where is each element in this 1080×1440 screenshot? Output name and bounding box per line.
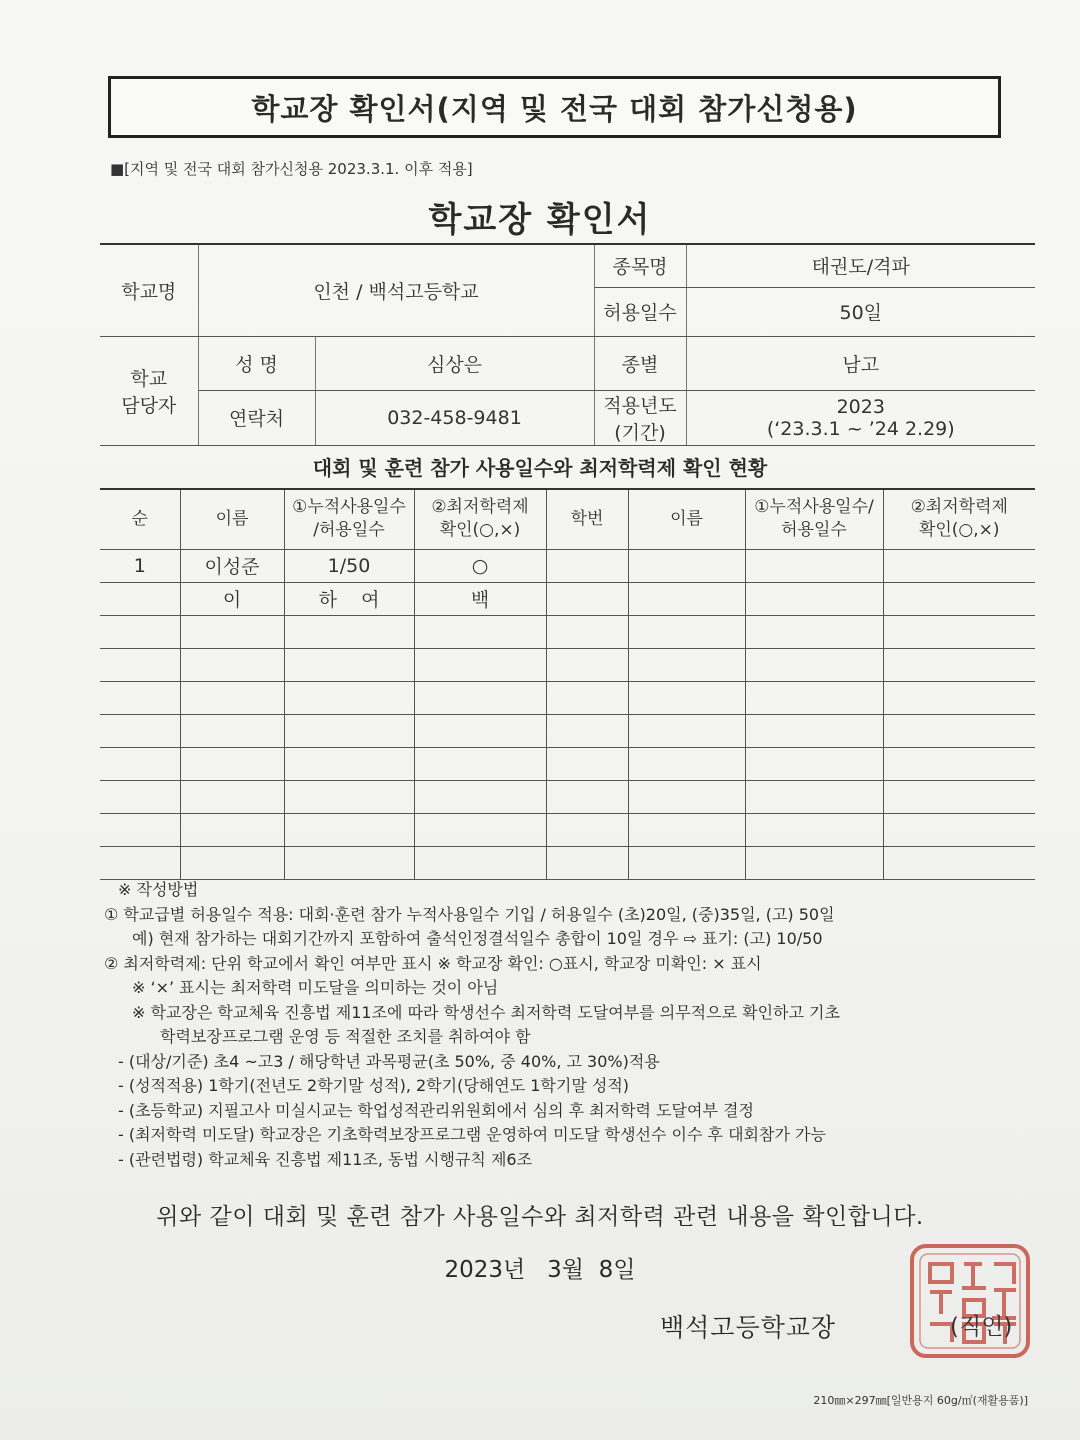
category-label: 종별 bbox=[594, 336, 686, 390]
row-no bbox=[100, 582, 180, 615]
table-row bbox=[100, 714, 1035, 747]
name-label: 성 명 bbox=[198, 336, 315, 390]
category-value: 남고 bbox=[686, 336, 1035, 390]
row-min-academic: 백 bbox=[414, 582, 546, 615]
info-table bbox=[100, 243, 1035, 446]
contact-group-label bbox=[100, 336, 198, 445]
header-student-no: 학번 bbox=[546, 489, 628, 549]
header-min-academic-line1: ②최저학력제 bbox=[431, 497, 529, 518]
empty-cell bbox=[883, 549, 1035, 582]
document-title-box bbox=[108, 76, 1001, 138]
phone-label: 연락처 bbox=[198, 390, 315, 445]
allowed-days-label: 허용일수 bbox=[594, 287, 686, 336]
header-cumulative-line2: /허용일수 bbox=[313, 520, 385, 541]
header-no: 순 bbox=[100, 489, 180, 549]
empty-cell bbox=[628, 582, 745, 615]
instruction-line: ※ 학교장은 학교체육 진흥법 제11조에 따라 학생선수 최저학력 도달여부를 의무적으로 확인하고 기초 bbox=[132, 1002, 840, 1022]
table-row bbox=[100, 813, 1035, 846]
table-row bbox=[100, 846, 1035, 879]
instruction-line: ※ ‘×’ 표시는 최저학력 미도달을 의미하는 것이 아님 bbox=[132, 978, 499, 997]
table-row bbox=[100, 780, 1035, 813]
row-cumulative: 하 여 bbox=[284, 582, 414, 615]
header-name-2: 이름 bbox=[628, 489, 745, 549]
section-title: 대회 및 훈련 참가 사용일수와 최저학력제 확인 현황 bbox=[312, 456, 768, 480]
contact-group-label-line1: 학교 bbox=[130, 367, 168, 390]
name-value: 심상은 bbox=[315, 336, 594, 390]
applicability-notice: ■[지역 및 전국 대회 참가신청용 2023.3.1. 이후 적용] bbox=[110, 160, 473, 178]
contact-group-label-line2: 담당자 bbox=[121, 394, 177, 417]
empty-cell bbox=[546, 582, 628, 615]
instruction-line: ① 학교급별 허용일수 적용: 대회·훈련 참가 누적사용일수 기입 / 허용일수 (초)20일, (중)35일, (고) 50일 bbox=[104, 904, 835, 924]
allowed-days-value: 50일 bbox=[686, 287, 1035, 336]
row-min-academic: ○ bbox=[414, 549, 546, 582]
issue-date: 2023년 3월 8일 bbox=[444, 1257, 636, 1283]
header-cumulative-line1: ①누적사용일수 bbox=[292, 497, 406, 518]
table-row bbox=[100, 747, 1035, 780]
table-row bbox=[100, 549, 1035, 582]
event-value: 태권도/격파 bbox=[686, 244, 1035, 287]
empty-cell bbox=[883, 582, 1035, 615]
instruction-line: 학력보장프로그램 운영 등 적절한 조치를 취하여야 함 bbox=[160, 1027, 531, 1046]
instructions-heading: ※ 작성방법 bbox=[118, 880, 199, 899]
school-value: 인천 / 백석고등학교 bbox=[198, 244, 594, 336]
year-label-line1: 적용년도 bbox=[603, 394, 677, 417]
instruction-line: - (성적적용) 1학기(전년도 2학기말 성적), 2학기(당해연도 1학기말 성적) bbox=[118, 1076, 630, 1095]
seal-suffix: (직인) bbox=[950, 1314, 1013, 1340]
school-label: 학교명 bbox=[100, 244, 198, 336]
principal-title: 백석고등학교장 bbox=[660, 1313, 837, 1342]
instructions bbox=[104, 878, 1044, 1172]
instruction-line: - (초등학교) 지필고사 미실시교는 학업성적관리위원회에서 심의 후 최저학력 도달여부 결정 bbox=[118, 1100, 754, 1120]
year-label bbox=[594, 390, 686, 445]
header-cumulative-2-line1: ①누적사용일수/ bbox=[754, 497, 874, 518]
header-cumulative-2 bbox=[745, 489, 883, 549]
form-subtitle: 학교장 확인서 bbox=[428, 200, 652, 240]
year-cell bbox=[686, 390, 1035, 445]
row-name: 이성준 bbox=[180, 549, 284, 582]
instruction-line: 예) 현재 참가하는 대회기간까지 포함하여 출석인정결석일수 총합이 10일 경우 ⇨ 표기: (고) 10/50 bbox=[132, 929, 823, 948]
paper-spec: 210㎜×297㎜[일반용지 60g/㎡(재활용품)] bbox=[813, 1394, 1028, 1407]
table-row bbox=[100, 681, 1035, 714]
empty-cell bbox=[628, 549, 745, 582]
header-min-academic-line2: 확인(○,×) bbox=[439, 520, 521, 541]
header-min-academic-2 bbox=[883, 489, 1035, 549]
instruction-line: - (최저학력 미도달) 학교장은 기초학력보장프로그램 운영하여 미도달 학생선수 이수 후 대회참가 가능 bbox=[118, 1125, 826, 1144]
empty-cell bbox=[546, 549, 628, 582]
instruction-line: ② 최저학력제: 단위 학교에서 확인 여부만 표시 ※ 학교장 확인: ○표시, 학교장 미확인: × 표시 bbox=[104, 953, 762, 973]
event-label: 종목명 bbox=[594, 244, 686, 287]
phone-value: 032-458-9481 bbox=[315, 390, 594, 445]
status-header-row bbox=[100, 489, 1035, 549]
header-min-academic-2-line2: 확인(○,×) bbox=[918, 520, 1000, 541]
table-row bbox=[100, 582, 1035, 615]
year-period: (‘23.3.1 ~ ’24 2.29) bbox=[766, 417, 955, 440]
header-name: 이름 bbox=[180, 489, 284, 549]
year-label-line2: (기간) bbox=[614, 421, 666, 444]
empty-cell bbox=[745, 582, 883, 615]
row-name: 이 bbox=[180, 582, 284, 615]
empty-cell bbox=[745, 549, 883, 582]
header-min-academic bbox=[414, 489, 546, 549]
official-seal bbox=[906, 1240, 1034, 1362]
instruction-line: - (관련법령) 학교체육 진흥법 제11조, 동법 시행규칙 제6조 bbox=[118, 1149, 533, 1169]
table-row bbox=[100, 615, 1035, 648]
status-table bbox=[100, 488, 1035, 880]
header-cumulative bbox=[284, 489, 414, 549]
row-no: 1 bbox=[100, 549, 180, 582]
header-min-academic-2-line1: ②최저학력제 bbox=[910, 497, 1008, 518]
instruction-line: - (대상/기준) 초4 ~고3 / 해당학년 과목평균(초 50%, 중 40%, 고 30%)적용 bbox=[118, 1051, 660, 1071]
year-value: 2023 bbox=[836, 395, 885, 418]
document-title: 학교장 확인서(지역 및 전국 대회 참가신청용) bbox=[251, 91, 858, 126]
row-cumulative: 1/50 bbox=[284, 549, 414, 582]
table-row bbox=[100, 648, 1035, 681]
header-cumulative-2-line2: 허용일수 bbox=[781, 520, 847, 541]
closing-statement: 위와 같이 대회 및 훈련 참가 사용일수와 최저학력 관련 내용을 확인합니다. bbox=[156, 1204, 924, 1230]
